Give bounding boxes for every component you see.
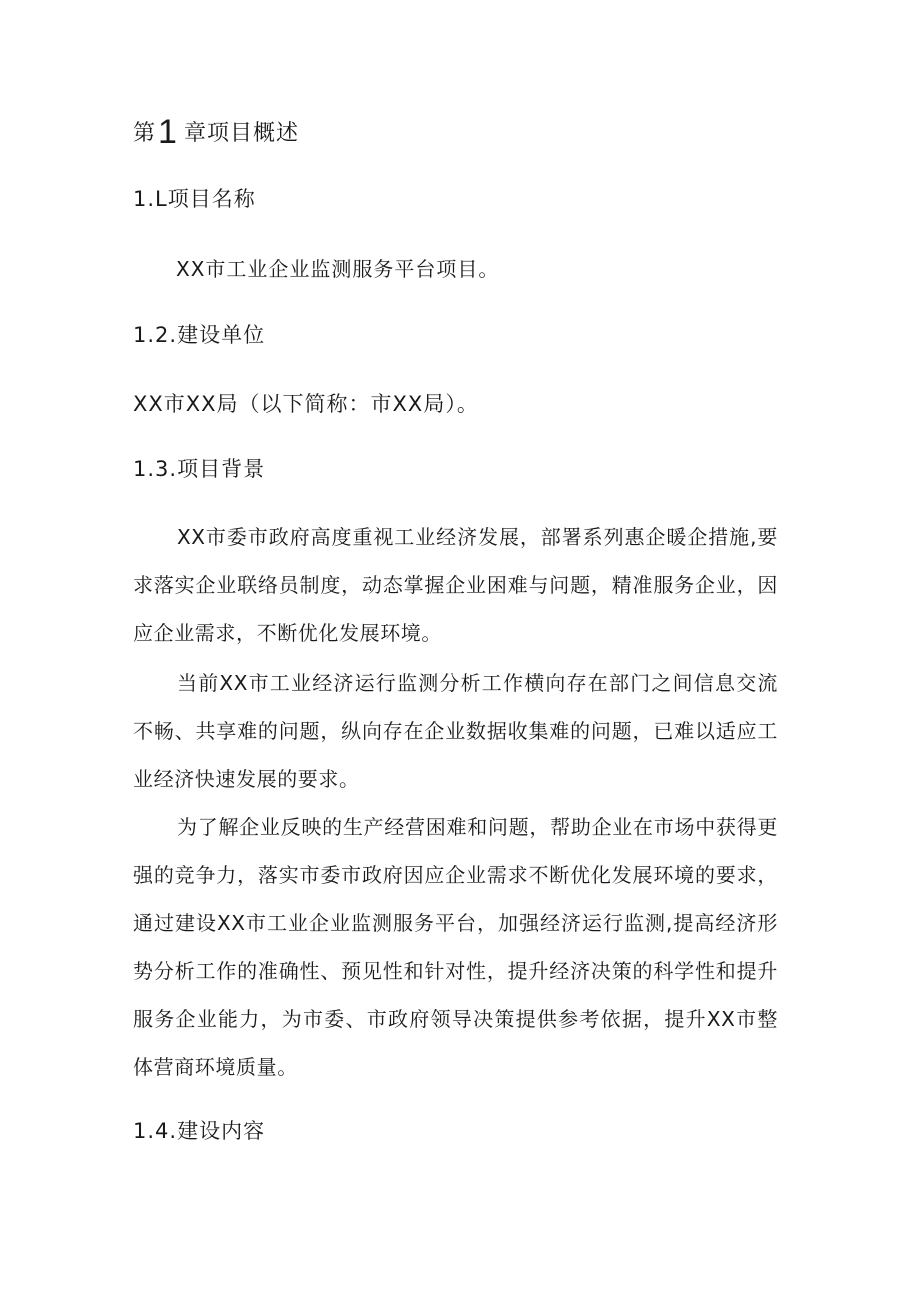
project-name-text: XX市工业企业监测服务平台项目。	[176, 257, 500, 281]
chapter-suffix: 章项目概述	[183, 121, 299, 146]
section-heading-project-name: 1.L项目名称	[133, 187, 256, 211]
builder-text: XX市XX局（以下简称：市XX局）。	[133, 392, 479, 416]
section-heading-background: 1.3.项目背景	[133, 457, 266, 481]
section-heading-content: 1.4.建设内容	[133, 1119, 266, 1143]
background-paragraph-3: 为了解企业反映的生产经营困难和问题，帮助企业在市场中获得更强的竞争力，落实市委市政府因应企业需求不断优化发展环境的要求，通过建设XX市工业企业监测服务平台，加强经济运行监测,提高经济形势分析工作的准确性、预见性和针对性，提升经济决策的科学性和提升服务企业能力，为市委、市政府领导决策提供参考依据，提升XX市整体营商环境质量。	[133, 815, 778, 1079]
background-paragraph-2: 当前XX市工业经济运行监测分析工作横向存在部门之间信息交流不畅、共享难的问题，纵向存在企业数据收集难的问题，已难以适应工业经济快速发展的要求。	[133, 671, 778, 791]
chapter-title	[133, 112, 299, 154]
chapter-number: 1	[158, 113, 178, 151]
section-heading-builder: 1.2.建设单位	[133, 323, 266, 347]
chapter-prefix: 第	[133, 121, 157, 146]
background-paragraph-1: XX市委市政府高度重视工业经济发展，部署系列惠企暖企措施,要求落实企业联络员制度，动态掌握企业困难与问题，精准服务企业，因应企业需求，不断优化发展环境。	[133, 525, 778, 645]
